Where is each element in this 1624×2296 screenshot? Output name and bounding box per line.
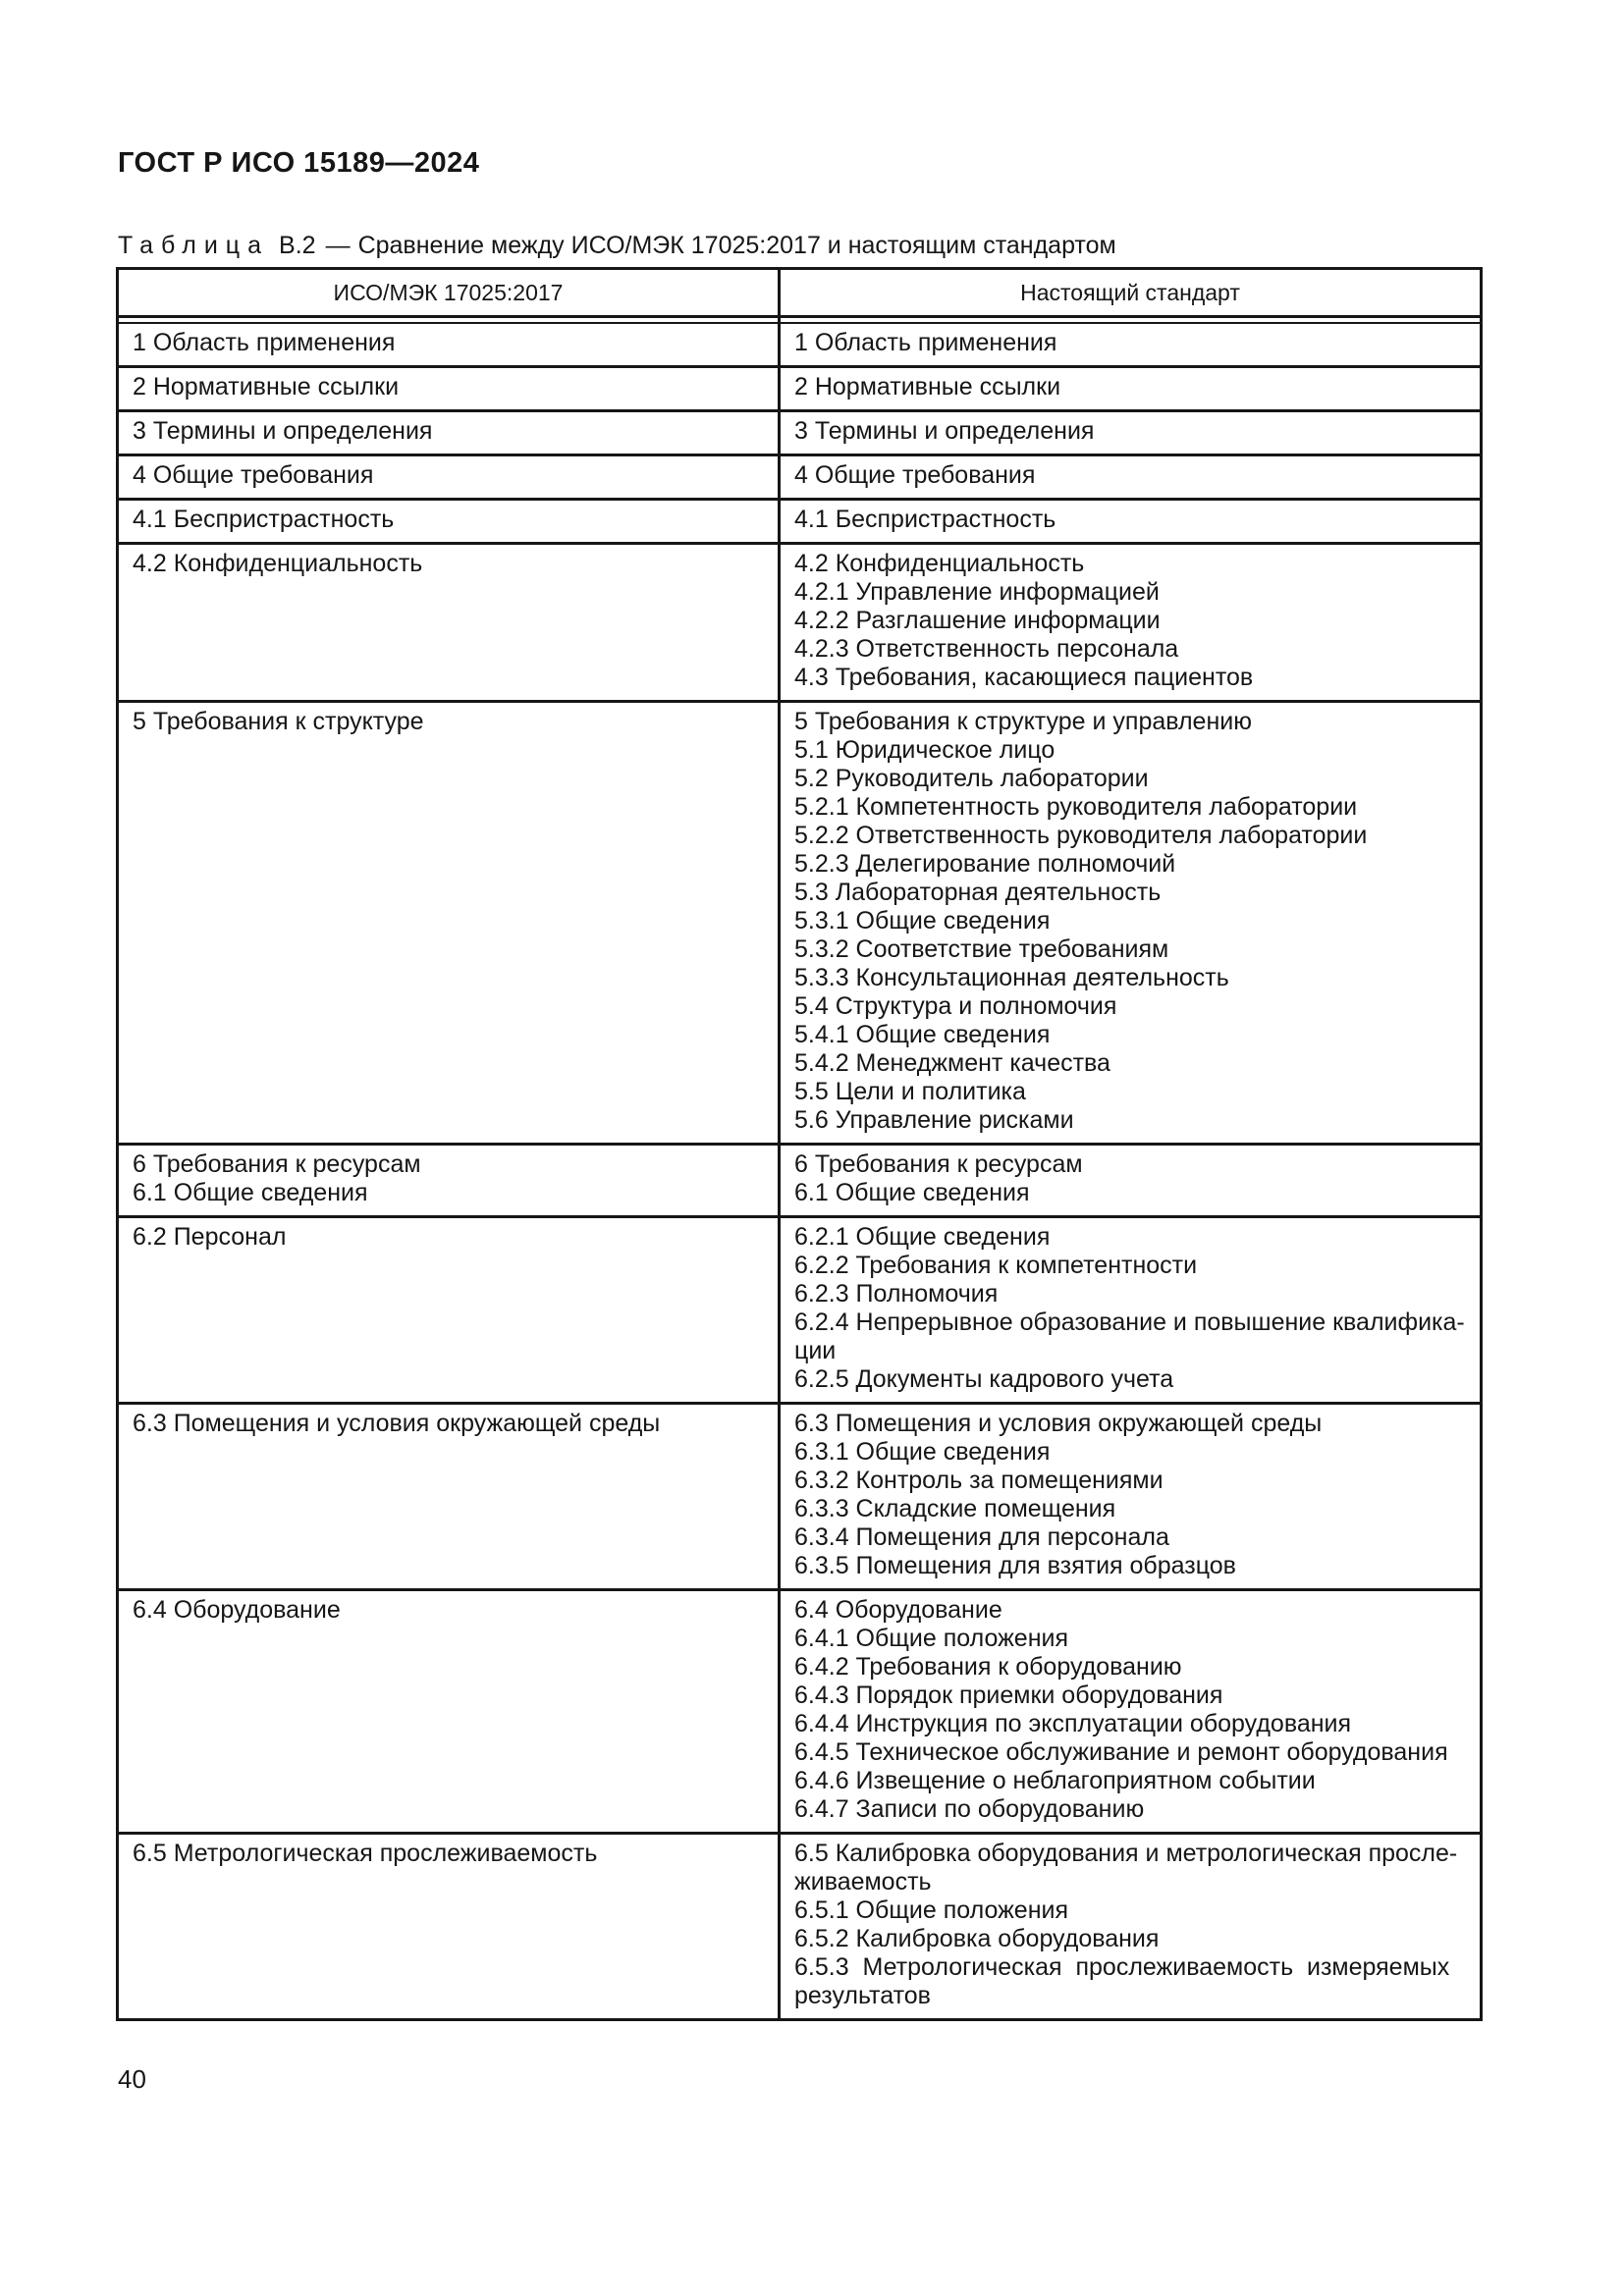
cell-line: 5 Требования к структуре (133, 708, 424, 735)
table-caption-label: Таблица (118, 232, 270, 259)
cell-line: 5.3.1 Общие сведения (794, 907, 1051, 934)
cell-line: 4.2.3 Ответственность персонала (794, 635, 1179, 663)
table-cell-left (119, 412, 781, 454)
cell-line: 1 Область применения (794, 329, 1057, 356)
table-cell-left (119, 324, 781, 365)
table-cell-right (781, 368, 1480, 409)
cell-line: 6 Требования к ресурсам (133, 1150, 421, 1178)
cell-line: ции (794, 1337, 837, 1364)
cell-line: 5.4.2 Менеджмент качества (794, 1049, 1110, 1077)
table-row (119, 501, 1480, 545)
page-number: 40 (118, 2064, 146, 2094)
cell-line: живаемость (794, 1868, 932, 1896)
table-cell-right (781, 324, 1480, 365)
table-row (119, 412, 1480, 456)
cell-line: результатов (794, 1982, 931, 2009)
cell-line: 6.4.2 Требования к оборудованию (794, 1653, 1182, 1681)
cell-line: 6.1 Общие сведения (133, 1179, 368, 1206)
cell-line: 3 Термины и определения (794, 417, 1095, 445)
table-cell-right (781, 545, 1480, 700)
cell-line: 6.2 Персонал (133, 1223, 287, 1251)
table-cell-left (119, 456, 781, 498)
table-cell-left (119, 545, 781, 700)
cell-line: 4.1 Беспристрастность (794, 506, 1056, 533)
table-cell-right (781, 1835, 1480, 2018)
cell-line: 6.3.2 Контроль за помещениями (794, 1467, 1164, 1494)
table-body (119, 324, 1480, 2018)
cell-line: 5.2.1 Компетентность руководителя лаборатории (794, 793, 1358, 821)
cell-line: 6.2.5 Документы кадрового учета (794, 1365, 1174, 1393)
table-row (119, 703, 1480, 1146)
cell-line: 5 Требования к структуре и управлению (794, 708, 1252, 735)
cell-line: 6 Требования к ресурсам (794, 1150, 1083, 1178)
cell-line: 5.3 Лабораторная деятельность (794, 879, 1162, 906)
cell-line: 6.4.1 Общие положения (794, 1625, 1069, 1652)
cell-line: 6.4.3 Порядок приемки оборудования (794, 1682, 1223, 1709)
cell-line: 6.3.4 Помещения для персонала (794, 1523, 1169, 1551)
cell-line: 5.4.1 Общие сведения (794, 1021, 1051, 1048)
table-cell-left (119, 1835, 781, 2018)
cell-line: 6.1 Общие сведения (794, 1179, 1030, 1206)
cell-line: 5.6 Управление рисками (794, 1106, 1074, 1134)
cell-line: 5.4 Структура и полномочия (794, 992, 1117, 1020)
table-header-iso-iec-17025: ИСО/МЭК 17025:2017 (119, 270, 781, 315)
cell-line: 6.3 Помещения и условия окружающей среды (133, 1410, 661, 1437)
cell-line: 5.5 Цели и политика (794, 1078, 1026, 1105)
cell-line: 5.3.3 Консультационная деятельность (794, 964, 1229, 991)
table-cell-right (781, 501, 1480, 542)
cell-line: 4.3 Требования, касающиеся пациентов (794, 664, 1254, 691)
table-row (119, 324, 1480, 368)
cell-line: 2 Нормативные ссылки (133, 373, 400, 400)
table-row (119, 545, 1480, 703)
cell-line: 6.5.2 Калибровка оборудования (794, 1925, 1160, 1952)
standard-code-heading: ГОСТ Р ИСО 15189—2024 (118, 147, 480, 179)
table-row (119, 456, 1480, 501)
table-cell-left (119, 1591, 781, 1832)
cell-line: 6.5 Калибровка оборудования и метрологическая просле- (794, 1840, 1458, 1867)
cell-line: 6.4.6 Извещение о неблагоприятном событии (794, 1767, 1316, 1794)
table-cell-left (119, 1146, 781, 1215)
table-header-current-standard: Настоящий стандарт (1020, 280, 1240, 305)
cell-line: 4 Общие требования (794, 461, 1036, 489)
table-header-row (119, 270, 1480, 318)
table-cell-left (119, 1218, 781, 1402)
cell-line: 4.2.1 Управление информацией (794, 578, 1160, 606)
cell-line: 5.2.2 Ответственность руководителя лаборатории (794, 822, 1368, 849)
cell-line: 6.5 Метрологическая прослеживаемость (133, 1840, 598, 1867)
table-cell-left (119, 703, 781, 1143)
table-cell-right (781, 1218, 1480, 1402)
table-cell-right (781, 703, 1480, 1143)
cell-line: 6.4.5 Техническое обслуживание и ремонт оборудования (794, 1738, 1448, 1766)
cell-line: 5.3.2 Соответствие требованиям (794, 935, 1169, 963)
cell-line: 6.5.3 Метрологическая прослеживаемость измеряемых (794, 1953, 1450, 1981)
cell-line: 6.4.7 Записи по оборудованию (794, 1795, 1145, 1823)
table-caption (118, 232, 1116, 260)
table-row (119, 1218, 1480, 1405)
cell-line: 1 Область применения (133, 329, 396, 356)
cell-line: 2 Нормативные ссылки (794, 373, 1061, 400)
cell-line: 4.2 Конфиденциальность (133, 550, 423, 577)
table-cell-left (119, 1405, 781, 1588)
table-cell-right (781, 1405, 1480, 1588)
table-row (119, 1835, 1480, 2018)
cell-line: 6.4 Оборудование (794, 1596, 1002, 1624)
comparison-table (116, 267, 1483, 2021)
table-row (119, 1146, 1480, 1218)
cell-line: 5.1 Юридическое лицо (794, 736, 1056, 764)
table-row (119, 368, 1480, 412)
table-cell-left (119, 501, 781, 542)
table-cell-right (781, 412, 1480, 454)
table-cell-right (781, 456, 1480, 498)
cell-line: 6.2.3 Полномочия (794, 1280, 999, 1308)
cell-line: 4.2.2 Разглашение информации (794, 607, 1161, 634)
cell-line: 6.2.1 Общие сведения (794, 1223, 1051, 1251)
cell-line: 6.3 Помещения и условия окружающей среды (794, 1410, 1323, 1437)
table-caption-number: В.2 (279, 232, 316, 259)
table-caption-dash: — (325, 232, 351, 259)
cell-line: 6.3.5 Помещения для взятия образцов (794, 1552, 1236, 1579)
cell-line: 5.2 Руководитель лаборатории (794, 765, 1149, 792)
cell-line: 6.2.2 Требования к компетентности (794, 1252, 1198, 1279)
cell-line: 6.2.4 Непрерывное образование и повышение квалифика- (794, 1308, 1465, 1336)
cell-line: 6.5.1 Общие положения (794, 1896, 1069, 1924)
cell-line: 6.3.3 Складские помещения (794, 1495, 1116, 1522)
cell-line: 4 Общие требования (133, 461, 374, 489)
table-row (119, 1591, 1480, 1835)
table-cell-right (781, 1591, 1480, 1832)
cell-line: 3 Термины и определения (133, 417, 433, 445)
table-row (119, 1405, 1480, 1591)
cell-line: 4.1 Беспристрастность (133, 506, 395, 533)
cell-line: 5.2.3 Делегирование полномочий (794, 850, 1176, 878)
cell-line: 6.4.4 Инструкция по эксплуатации оборудования (794, 1710, 1352, 1737)
table-cell-left (119, 368, 781, 409)
cell-line: 4.2 Конфиденциальность (794, 550, 1085, 577)
cell-line: 6.3.1 Общие сведения (794, 1438, 1051, 1466)
table-caption-title: Сравнение между ИСО/МЭК 17025:2017 и настоящим стандартом (357, 232, 1116, 259)
cell-line: 6.4 Оборудование (133, 1596, 341, 1624)
table-cell-right (781, 1146, 1480, 1215)
